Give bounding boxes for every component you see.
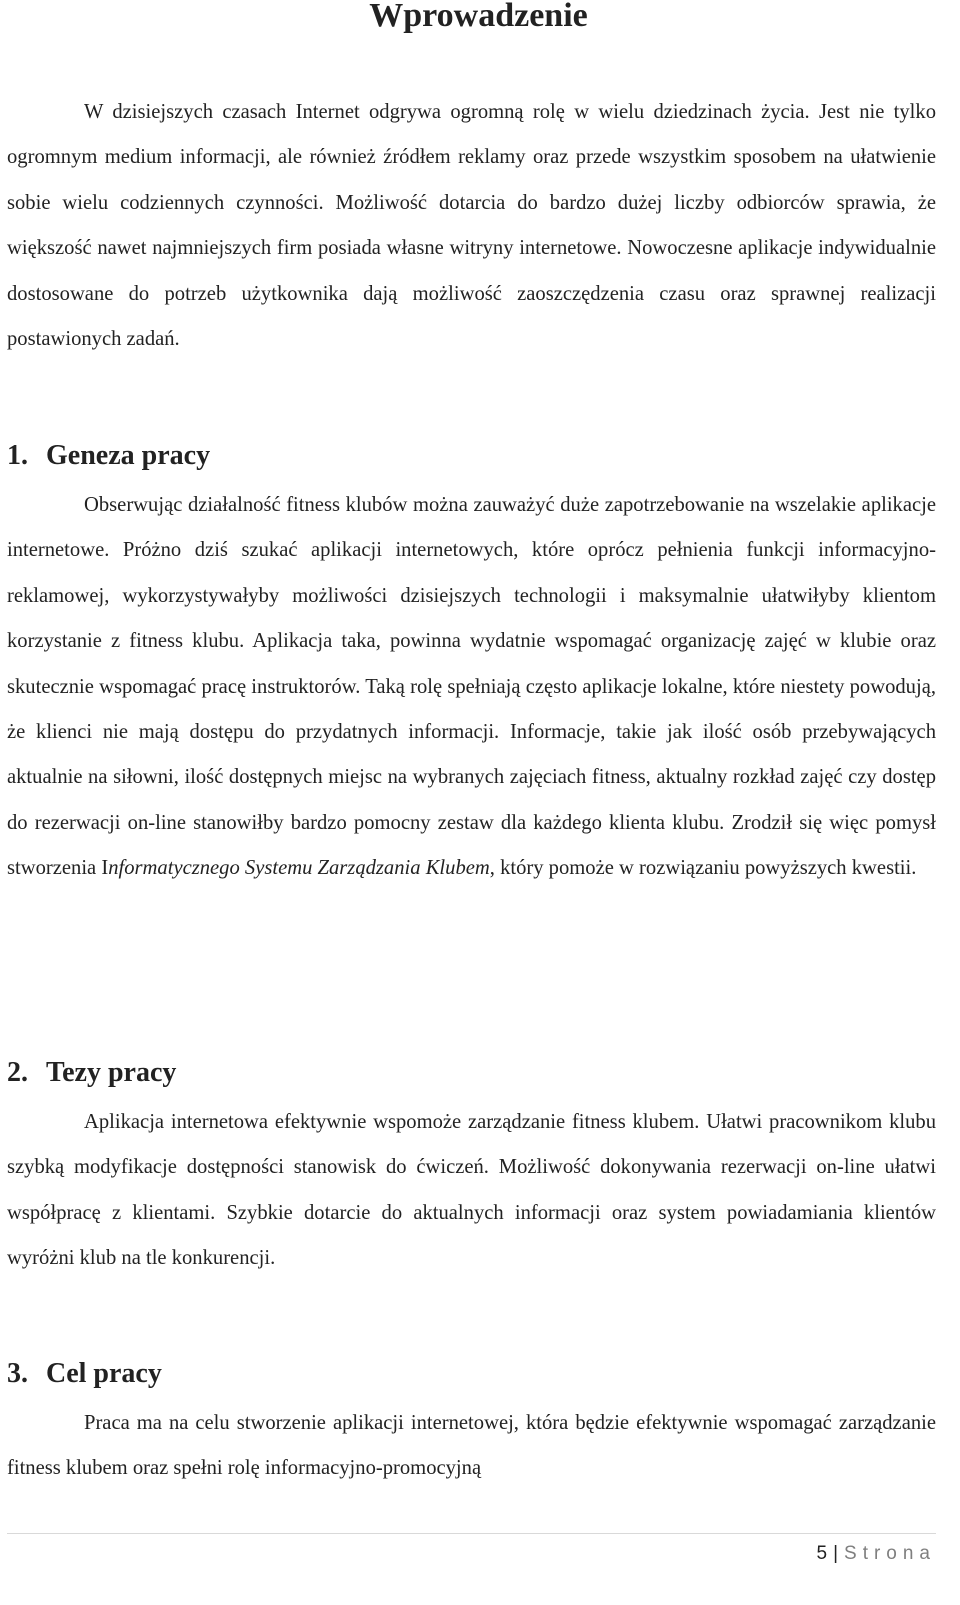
section-cel-body	[7, 1401, 936, 1492]
section-title: Tezy pracy	[46, 1057, 177, 1088]
intro-paragraph: W dzisiejszych czasach Internet odgrywa ogromną rolę w wielu dziedzinach życia. Jest nie tylko ogromnym medium informacji, ale również źródłem reklamy oraz przede wszystkim sposobem na ułatwienie sobie wielu codziennych czynności. Możliwość dotarcia do bardzo dużej liczby odbiorców sprawia, że większość nawet najmniejszych firm posiada własne witryny internetowe. Nowoczesne aplikacje indywidualnie dostosowane do potrzeb użytkownika dają możliwość zaoszczędzenia czasu oraz sprawnej realizacji postawionych zadań.	[7, 101, 936, 351]
page-footer	[817, 1541, 937, 1567]
geneza-text-part-1: Obserwując działalność fitness klubów można zauważyć duże zapotrzebowanie na wszelakie aplikacje internetowe. Próżno dziś szukać aplikacji internetowych, które oprócz pełnienia funkcji informacyjno-reklamowej, wykorzystywałyby możliwości dzisiejszych technologii i maksymalnie ułatwiłyby klientom korzystanie z fitness klubu. Aplikacja taka, powinna wydatnie wspomagać organizację zajęć w klubie oraz skutecznie wspomagać pracę instruktorów. Taką rolę spełniają często aplikacje lokalne, które niestety powodują, że klienci nie mają dostępu do przydatnych informacji. Informacje, takie jak ilość osób przebywających aktualnie na siłowni, ilość dostępnych miejsc na wybranych zajęciach fitness, aktualny rozkład zajęć czy dostęp do rezerwacji on-line stanowiłby bardzo pomocny zestaw dla każdego klienta klubu. Zrodził się więc pomysł stworzenia I	[7, 494, 936, 880]
section-title: Geneza pracy	[46, 440, 211, 471]
section-heading-geneza	[7, 438, 210, 474]
section-tezy-body	[7, 1100, 936, 1282]
geneza-italic-system-name: nformatycznego Systemu Zarządzania Klubem	[108, 857, 490, 880]
section-title: Cel pracy	[46, 1358, 162, 1389]
tezy-paragraph: Aplikacja internetowa efektywnie wspomoże zarządzanie fitness klubem. Ułatwi pracownikom klubu szybką modyfikacje dostępności stanowisk do ćwiczeń. Możliwość dokonywania rezerwacji on-line ułatwi współpracę z klientami. Szybkie dotarcie do aktualnych informacji oraz system powiadamiania klientów wyróżni klub na tle konkurencji.	[7, 1111, 936, 1270]
section-heading-cel	[7, 1356, 162, 1392]
page-title: Wprowadzenie	[369, 0, 588, 34]
section-number: 1.	[7, 440, 28, 471]
intro-section	[7, 90, 936, 362]
section-heading-tezy	[7, 1055, 176, 1091]
geneza-paragraph	[7, 483, 936, 892]
geneza-text-part-2: , który pomoże w rozwiązaniu powyższych kwestii.	[489, 857, 917, 880]
section-number: 3.	[7, 1358, 28, 1389]
section-geneza-body	[7, 483, 936, 892]
footer-label: Strona	[844, 1543, 936, 1564]
page-number: 5	[816, 1543, 828, 1564]
footer-separator: |	[833, 1543, 839, 1564]
section-number: 2.	[7, 1057, 28, 1088]
footer-divider	[7, 1533, 936, 1534]
cel-paragraph: Praca ma na celu stworzenie aplikacji internetowej, która będzie efektywnie wspomagać zarządzanie fitness klubem oraz spełni rolę informacyjno-promocyjną	[7, 1412, 936, 1480]
